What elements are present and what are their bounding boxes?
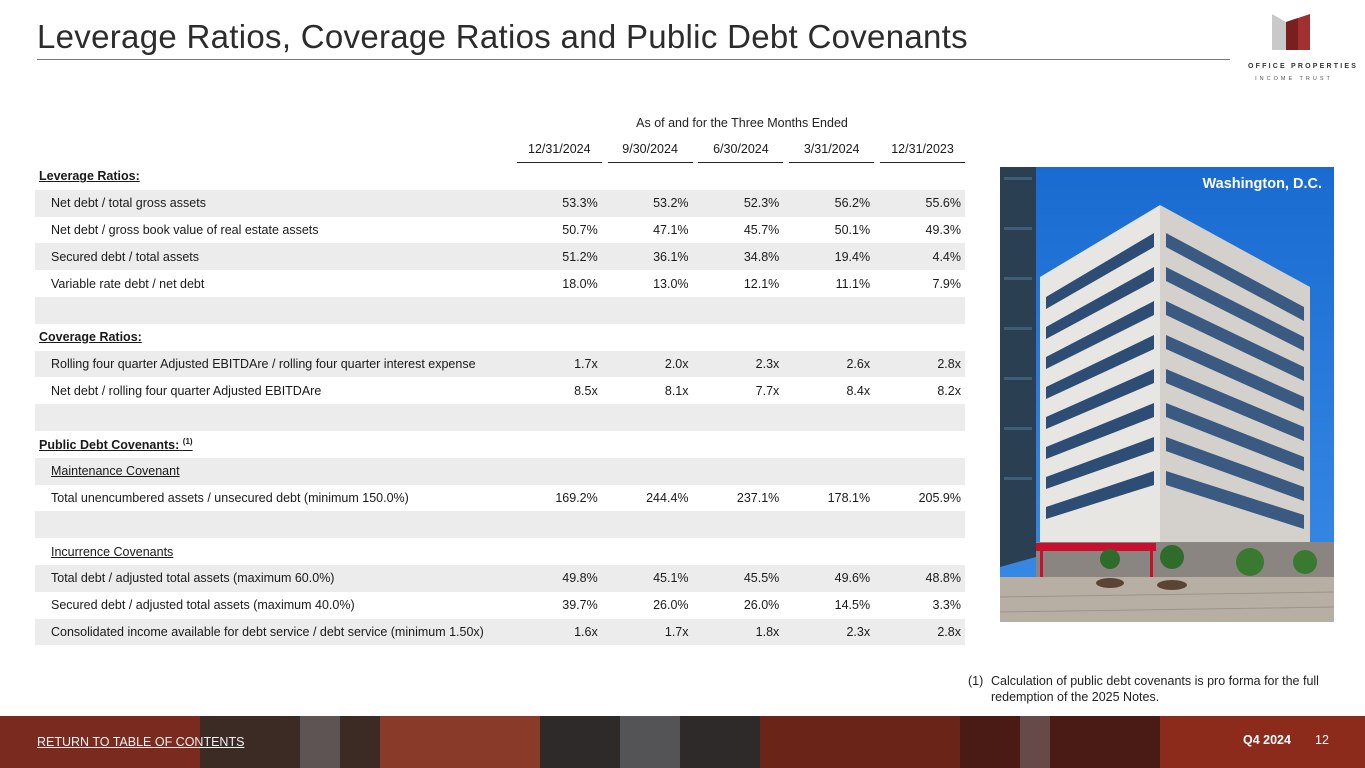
section-title-leverage: Leverage Ratios: (39, 169, 140, 184)
cell-value: 8.4x (846, 383, 871, 398)
cell-value: 45.7% (743, 222, 780, 237)
cell-value: 205.9% (918, 490, 961, 505)
section-title-covenants: Public Debt Covenants: (39, 437, 180, 452)
cell-value: 52.3% (698, 190, 783, 217)
column-header: 9/30/2024 (608, 136, 693, 163)
table-row (35, 351, 965, 378)
cell-value: 48.8% (880, 565, 965, 592)
cell-value: 178.1% (827, 490, 871, 505)
subsection-row (35, 538, 965, 565)
cell-value: 49.6% (789, 565, 874, 592)
cell-value: 53.2% (608, 190, 693, 217)
cell-value: 45.5% (698, 565, 783, 592)
table-row (35, 565, 965, 592)
cell-value: 1.8x (698, 619, 783, 646)
footnote (968, 673, 1348, 705)
table-row (35, 190, 965, 217)
ratios-table (35, 136, 965, 645)
row-label: Rolling four quarter Adjusted EBITDAre / rolling four quarter interest expense (35, 351, 517, 378)
cell-value: 26.0% (743, 598, 780, 613)
cell-value: 36.1% (608, 243, 693, 270)
row-label: Secured debt / adjusted total assets (maximum 40.0%) (51, 598, 355, 613)
section-row (35, 163, 965, 190)
row-label: Variable rate debt / net debt (51, 276, 205, 291)
table-row (35, 243, 965, 270)
cell-value: 8.1x (664, 383, 689, 398)
table-row (35, 270, 965, 297)
cell-value: 13.0% (653, 276, 689, 291)
page-number: 12 (1315, 733, 1329, 747)
row-label: Consolidated income available for debt service / debt service (minimum 1.50x) (35, 619, 517, 646)
cell-value: 1.7x (608, 619, 693, 646)
building-illustration (1000, 167, 1334, 622)
footer-quarter: Q4 2024 (1243, 733, 1291, 747)
row-label: Total debt / adjusted total assets (maximum 60.0%) (35, 565, 517, 592)
cell-value: 7.7x (755, 383, 780, 398)
cell-value: 53.3% (517, 190, 602, 217)
cell-value: 50.7% (562, 222, 598, 237)
photo-caption: Washington, D.C. (1202, 176, 1322, 192)
logo-icon (1272, 14, 1310, 50)
cell-value: 50.1% (834, 222, 871, 237)
column-header: 6/30/2024 (698, 136, 783, 163)
row-label: Secured debt / total assets (35, 243, 517, 270)
spacer-row (35, 404, 965, 431)
row-label: Total unencumbered assets / unsecured debt (minimum 150.0%) (51, 490, 409, 505)
cell-value: 2.8x (880, 619, 965, 646)
cell-value: 2.8x (880, 351, 965, 378)
logo-subtitle: INCOME TRUST (1255, 76, 1333, 82)
table-row (35, 485, 965, 512)
table-row (35, 592, 965, 619)
spacer-row (35, 511, 965, 538)
row-label: Net debt / gross book value of real estate assets (51, 222, 319, 237)
building-photo (1000, 167, 1334, 622)
cell-value: 19.4% (789, 243, 874, 270)
cell-value: 4.4% (880, 243, 965, 270)
cell-value: 8.2x (937, 383, 961, 398)
logo-name: OFFICE PROPERTIES (1248, 63, 1359, 70)
cell-value: 55.6% (880, 190, 965, 217)
table-row (35, 217, 965, 244)
section-title-coverage: Coverage Ratios: (39, 330, 142, 345)
cell-value: 1.7x (517, 351, 602, 378)
cell-value: 18.0% (562, 276, 598, 291)
row-label: Net debt / total gross assets (35, 190, 517, 217)
cell-value: 49.3% (925, 222, 961, 237)
cell-value: 14.5% (834, 598, 871, 613)
subsection-row (35, 458, 965, 485)
cell-value: 39.7% (562, 598, 598, 613)
cell-value: 169.2% (555, 490, 598, 505)
row-label: Net debt / rolling four quarter Adjusted EBITDAre (51, 383, 322, 398)
company-logo (1248, 14, 1359, 82)
cell-value: 56.2% (789, 190, 874, 217)
cell-value: 26.0% (653, 598, 689, 613)
cell-value: 3.3% (932, 598, 961, 613)
subsection-title-maintenance: Maintenance Covenant (35, 458, 965, 485)
section-row (35, 431, 965, 458)
cell-value: 237.1% (736, 490, 780, 505)
cell-value: 2.6x (789, 351, 874, 378)
cell-value: 49.8% (517, 565, 602, 592)
cell-value: 12.1% (743, 276, 780, 291)
cell-value: 45.1% (608, 565, 693, 592)
title-divider (37, 59, 1230, 60)
cell-value: 47.1% (653, 222, 689, 237)
cell-value: 11.1% (835, 276, 871, 291)
cell-value: 34.8% (698, 243, 783, 270)
table-header-row (35, 136, 965, 163)
table-of-contents-link[interactable]: RETURN TO TABLE OF CONTENTS (37, 735, 245, 749)
page-title: Leverage Ratios, Coverage Ratios and Public Debt Covenants (37, 18, 968, 55)
cell-value: 1.6x (517, 619, 602, 646)
cell-value: 244.4% (646, 490, 689, 505)
cell-value: 2.3x (698, 351, 783, 378)
period-header: As of and for the Three Months Ended (636, 116, 848, 130)
cell-value: 8.5x (574, 383, 598, 398)
section-row (35, 324, 965, 351)
subsection-title-incurrence: Incurrence Covenants (51, 544, 174, 559)
spacer-row (35, 297, 965, 324)
footnote-text: Calculation of public debt covenants is pro forma for the full redemption of the 2025 Notes. (991, 674, 1319, 704)
footnote-number: (1) (968, 674, 984, 688)
table-row (35, 619, 965, 646)
footnote-marker: (1) (182, 436, 193, 446)
table-row (35, 377, 965, 404)
cell-value: 51.2% (517, 243, 602, 270)
column-header: 12/31/2024 (517, 136, 602, 163)
column-header: 12/31/2023 (880, 136, 965, 163)
column-header: 3/31/2024 (789, 136, 874, 163)
cell-value: 2.0x (608, 351, 693, 378)
cell-value: 2.3x (789, 619, 874, 646)
cell-value: 7.9% (932, 276, 961, 291)
